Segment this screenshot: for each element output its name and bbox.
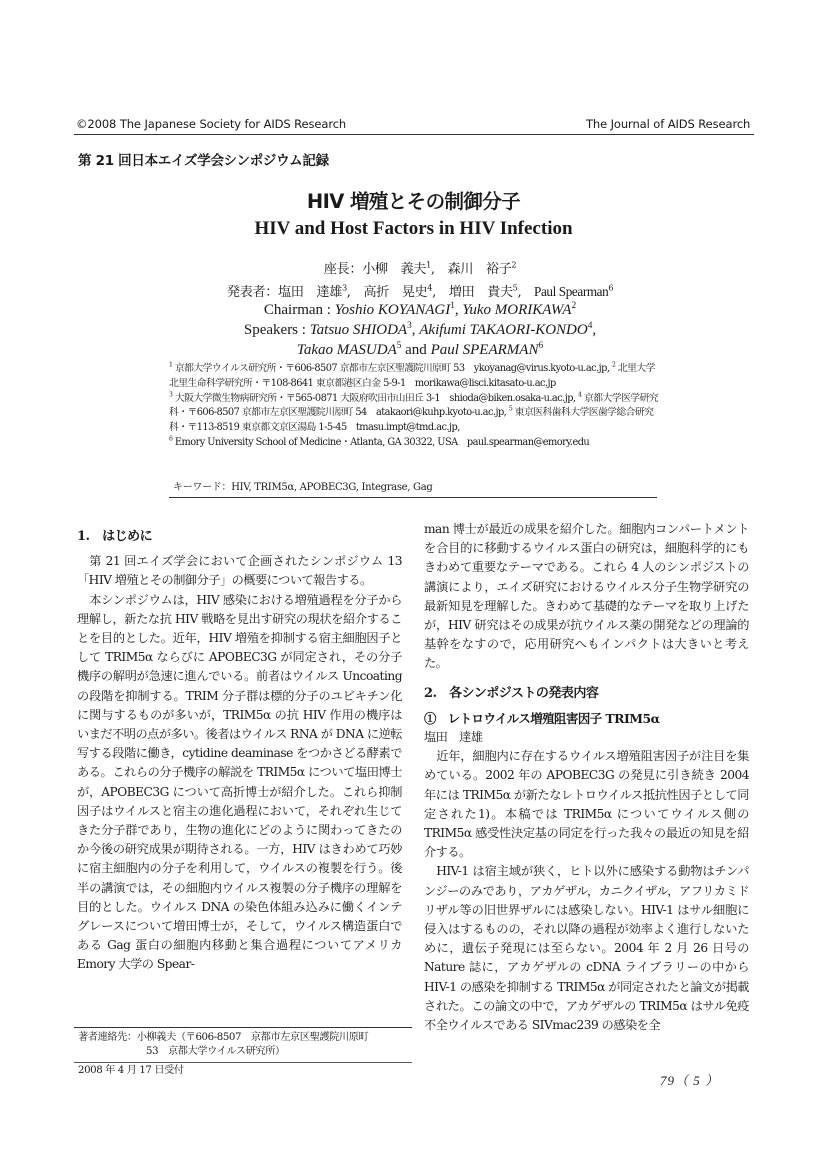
keywords-rule bbox=[169, 497, 657, 498]
page-number: 79（ 5 ） bbox=[660, 1073, 720, 1088]
affiliation-block-2: $^3$ 大阪大学微生物病研究所・〒565-0871 大阪府吹田市山田丘 3-1 shioda@biken.osaka-u.ac.jp, $^4$ 京都大学医学研究科・〒606-8507 京都市左京区聖護院川原町 54 atakaori@kuhp.kyoto-u.ac.jp, $^5$ 東京医科歯科大学医歯学総合研究科・〒113-8519 東京都文京区湯島 1-5-45 tmasu.impt@tmd.ac.jp, bbox=[169, 391, 658, 434]
chair-english: Chairman : Yoshio KOYANAGI$^1$, Yuko MORIKAWA$^2$ bbox=[263, 301, 577, 318]
header-rule bbox=[74, 134, 754, 135]
title-japanese: HIV 増殖とその制御分子 bbox=[306, 190, 521, 213]
section-2-heading: 2. 各シンポジストの発表内容 bbox=[424, 685, 599, 701]
chair-japanese: 座長：小柳 義夫$^1$, 森川 裕子$^2$ bbox=[323, 259, 517, 277]
affiliation-block-1: $^1$ 京都大学ウイルス研究所・〒606-8507 京都市左京区聖護院川原町 53 ykoyanag@virus.kyoto-u.ac.jp, $^2$ 北里大学北里生命科学研究所・〒108-8641 東京都港区白金 5-9-1 morikawa@lisci.kitasato-u.ac.jp bbox=[169, 361, 655, 389]
subsection-1-paragraph-2: HIV-1 は宿主域が狭く，ヒト以外に感染する動物はチンパンジーのみであり，アカゲザル，カニクイザル，アフリカミドリザル等の旧世界ザルには感染しない。HIV-1 はサル細胞に侵入はするものの，それ以降の過程が効率よく進行しないために，遺伝子発現には至らない。2004 年 2 月 26 日号の Nature 誌に，アカゲザルの cDNA ライブラリーの中から HIV-1 の感染を抑制する TRIM5α が同定されたと論文が掲載された。この論文の中で，アカゲザルの TRIM5α はサル免疫不全ウイルスである SIVmac239 の感染を全 bbox=[424, 864, 749, 1033]
speakers-english-line2: Takao MASUDA$^5$ and Paul SPEARMAN$^6$ bbox=[296, 341, 544, 358]
speakers-english-line1: Speakers : Tatsuo SHIODA$^3$, Akifumi TAKAORI-KONDO$^4$, bbox=[243, 321, 597, 338]
chair-name-1: 小柳 義夫 bbox=[362, 262, 427, 277]
subsection-1-heading: ① レトロウイルス増殖阻害因子 TRIM5α bbox=[424, 710, 660, 726]
left-column bbox=[77, 527, 402, 975]
section-1-paragraph-2: 本シンポジウムは，HIV 感染における増殖過程を分子から理解し，新たな抗 HIV 戦略を見出す研究の現状を紹介することを目的とした。近年，HIV 増殖を抑制する宿主細胞因子として TRIM5α ならびに APOBEC3G が同定され，その分子機序の解明が急速に進んでいる。前者はウイルス Uncoating の段階を抑制する。TRIM 分子群は標的分子のユビキチン化に関与するものが多いが，TRIM5α の抗 HIV 作用の機序はいまだ不明の点が多い。後者はウイルス RNA が DNA に逆転写する段階に働き，cytidine deaminase をつかさどる酵素である。これらの分子機序の解説を TRIM5α について塩田博士が，APOBEC3G について高折博士が紹介した。これら抑制因子はウイルスと宿主の進化過程において，それぞれ生じてきた分子群であり，生物の進化にどのように関わってきたのか今後の研究成果が期待される。一方，HIV はきわめて巧妙に宿主細胞内の分子を利用して，ウイルスの複製を行う。後半の講演では，その細胞内ウイルス複製の分子機序の理解を目的とした。ウイルス DNA の染色体組み込みに働くインテグレースについて増田博士が，そして，ウイルス構造蛋白である Gag 蛋白の細胞内移動と集合過程についてアメリカ Emory 大学の Spear- bbox=[77, 592, 402, 972]
right-column bbox=[424, 520, 749, 1035]
section-1-paragraph-3: man 博士が最近の成果を紹介した。細胞内コンパートメントを合目的に移動するウイルス蛋白の研究は，細胞科学的にもきわめて重要なテーマである。これら 4 人のシンポジストの講演により，エイズ研究におけるウイルス分子生物学研究の最新知見を理解した。きわめて基礎的なテーマを取り上げたが，HIV 研究はその成果が抗ウイルス薬の開発などの理論的基幹をなすので，応用研究へもインパクトは大きいと考えた。 bbox=[424, 522, 749, 671]
title-english: HIV and Host Factors in HIV Infection bbox=[254, 218, 573, 239]
footnote-rule-2 bbox=[74, 1062, 412, 1063]
contact-line-2: 53 京都大学ウイルス研究所） bbox=[146, 1046, 285, 1057]
speaker-name-3: 増田 貴夫 bbox=[448, 285, 513, 300]
journal-copyright: ©2008 The Japanese Society for AIDS Research bbox=[76, 117, 347, 131]
section-1-heading: 1. はじめに bbox=[77, 529, 153, 544]
chair-name-2: 森川 裕子 bbox=[447, 262, 512, 277]
speaker-name-2: 高折 晃史 bbox=[363, 285, 428, 300]
affiliations bbox=[169, 362, 659, 451]
symposium-label: 第 21 回日本エイズ学会シンポジウム記録 bbox=[78, 153, 329, 169]
section-1-paragraph-1: 第 21 回エイズ学会において企画されたシンポジウム 13「HIV 増殖とその制御分子」の概要について報告する。 bbox=[77, 554, 402, 588]
speakers-japanese: 発表者：塩田 達雄$^3$, 高折 晃史$^4$, 増田 貴夫$^5$, Paul Spearman$^6$ bbox=[226, 282, 614, 300]
footnote-rule bbox=[74, 1027, 412, 1028]
speaker-name-1: 塩田 達雄 bbox=[278, 285, 342, 300]
keywords: キーワード：HIV, TRIM5α, APOBEC3G, Integrase, Gag bbox=[173, 482, 433, 493]
contact-line-1: 著者連絡先：小柳義夫（〒606-8507 京都市左京区聖護院川原町 bbox=[78, 1032, 369, 1043]
journal-name: The Journal of AIDS Research bbox=[586, 117, 751, 131]
subsection-1-paragraph-1: 近年，細胞内に存在するウイルス増殖阻害因子が注目を集めている。2002 年の APOBEC3G の発見に引き続き 2004 年には TRIM5α が新たなレトロウイルス抵抗性因子として同定された1)。本稿では TRIM5α についてウイルス側の TRIM5α 感受性決定基の同定を行った我々の最近の知見を紹介する。 bbox=[424, 749, 749, 860]
speaker-name-4: Paul Spearman bbox=[534, 284, 609, 299]
received-date: 2008 年 4 月 17 日受付 bbox=[78, 1065, 184, 1076]
subsection-1-author: 塩田 達雄 bbox=[424, 730, 483, 745]
affiliation-block-3: $^6$ Emory University School of Medicine・Atlanta, GA 30322, USA paul.spearman@emory.edu bbox=[169, 435, 590, 448]
